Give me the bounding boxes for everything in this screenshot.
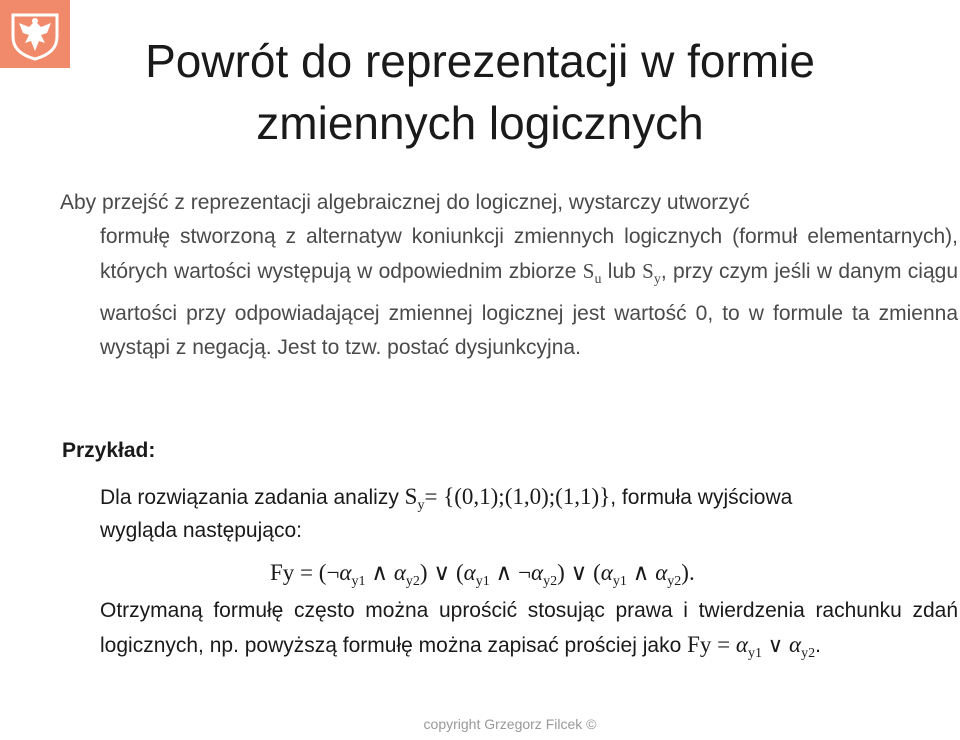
title-line-1: Powrót do reprezentacji w formie: [145, 35, 815, 87]
example-label: Przykład:: [62, 439, 156, 462]
output-formula: $Fy = (\neg\alpha_{y1}$ ∧ $\alpha_{y2}$) ∨ ($\alpha_{y1}$ ∧ $\neg\alpha_{y2}$) ∨ ($\alpha_{y1}$ ∧ $\alpha_{y2}$).: [270, 560, 695, 589]
para1-line1: Aby przejść z reprezentacji algebraicznej do logicznej, wystarczy utworzyć: [60, 191, 750, 214]
para1-body: formułę stworzoną z alternatyw koniunkcji zmiennych logicznych (formuł elementarnych), których wartości występują w odpowiednim zbiorze $S_u$ lub $S_y$, przy czym jeśli w danym ciągu wartości przy odpowiadającej zmiennej logicznej jest wartość 0, to w formule ta zmienna wystąpi z negacją. Jest to tzw. postać dysjunkcyjna.: [100, 225, 958, 359]
example-line-1: Dla rozwiązania zadania analizy $S_y=$ {(0,1);(1,0);(1,1)}, formuła wyjściowa: [100, 484, 793, 513]
example-line-2: wygląda następująco:: [100, 519, 302, 542]
page-title: [0, 30, 960, 154]
title-line-2: zmiennych logicznych: [256, 97, 704, 149]
example-set: = {(0,1);(1,0);(1,1)}: [424, 484, 611, 509]
copyright-footer: copyright Grzegorz Filcek ©: [423, 716, 597, 732]
simplification-paragraph: Otrzymaną formułę często można uprościć stosując prawa i twierdzenia rachunku zdań logicznych, np. powyższą formułę można zapisać prościej jako $Fy = \alpha_{y1}$ ∨ $\alpha_{y2}$.: [100, 599, 958, 661]
intro-paragraph: [60, 186, 958, 365]
